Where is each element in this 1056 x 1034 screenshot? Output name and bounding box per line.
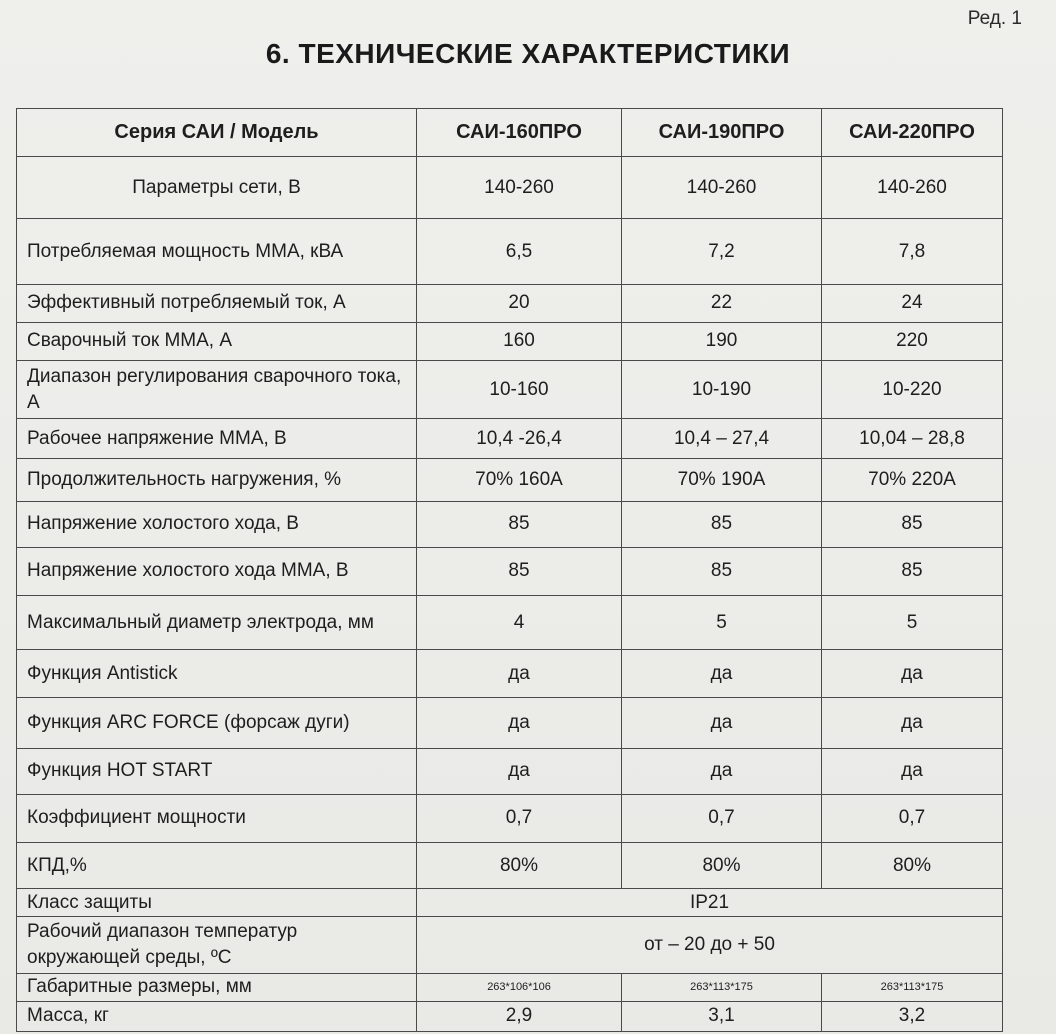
header-model-190: САИ-190ПРО <box>622 109 822 157</box>
cell-value: 85 <box>622 547 822 595</box>
table-row <box>17 219 1003 284</box>
table-row <box>17 698 1003 748</box>
cell-value: 7,8 <box>822 219 1003 284</box>
header-model-160: САИ-160ПРО <box>417 109 622 157</box>
cell-value: да <box>622 650 822 698</box>
table-row <box>17 843 1003 889</box>
cell-value: 80% <box>822 843 1003 889</box>
row-label: Продолжительность нагружения, % <box>17 459 417 501</box>
row-label: Класс защиты <box>17 889 417 917</box>
row-label: Напряжение холостого хода ММА, В <box>17 547 417 595</box>
row-label: Габаритные размеры, мм <box>17 973 417 1001</box>
cell-value: 3,2 <box>822 1001 1003 1031</box>
cell-value: 263*113*175 <box>622 973 822 1001</box>
row-label: Сварочный ток ММА, А <box>17 322 417 360</box>
table-row <box>17 547 1003 595</box>
table-row <box>17 794 1003 842</box>
table-row <box>17 361 1003 419</box>
cell-value: 10,04 – 28,8 <box>822 419 1003 459</box>
cell-value: 10,4 -26,4 <box>417 419 622 459</box>
cell-value: 3,1 <box>622 1001 822 1031</box>
cell-value: да <box>822 650 1003 698</box>
table-row <box>17 419 1003 459</box>
row-label: Функция ARC FORCE (форсаж дуги) <box>17 698 417 748</box>
cell-value: да <box>622 698 822 748</box>
cell-value: 10-190 <box>622 361 822 419</box>
cell-value: 263*106*106 <box>417 973 622 1001</box>
cell-value: 85 <box>417 547 622 595</box>
cell-value: 140-260 <box>417 157 622 219</box>
row-label: Максимальный диаметр электрода, мм <box>17 596 417 650</box>
revision-label: Ред. 1 <box>967 8 1022 29</box>
row-label: Потребляемая мощность ММА, кВА <box>17 219 417 284</box>
table-row <box>17 157 1003 219</box>
cell-value: 85 <box>417 501 622 547</box>
cell-value: 140-260 <box>622 157 822 219</box>
cell-value: да <box>417 650 622 698</box>
cell-value: 24 <box>822 284 1003 322</box>
row-label: Рабочее напряжение ММА, В <box>17 419 417 459</box>
cell-value: 80% <box>622 843 822 889</box>
table-row <box>17 284 1003 322</box>
cell-value: 0,7 <box>622 794 822 842</box>
table-row <box>17 650 1003 698</box>
cell-value: 160 <box>417 322 622 360</box>
table-row <box>17 748 1003 794</box>
cell-value: 10,4 – 27,4 <box>622 419 822 459</box>
cell-value: 20 <box>417 284 622 322</box>
cell-value: 0,7 <box>417 794 622 842</box>
cell-value: да <box>822 748 1003 794</box>
header-model-220: САИ-220ПРО <box>822 109 1003 157</box>
cell-value: 85 <box>822 501 1003 547</box>
table-row <box>17 973 1003 1001</box>
cell-value: 85 <box>622 501 822 547</box>
cell-value: 10-220 <box>822 361 1003 419</box>
row-label: Функция HOT START <box>17 748 417 794</box>
row-label: Коэффициент мощности <box>17 794 417 842</box>
table-row <box>17 917 1003 973</box>
table-row <box>17 322 1003 360</box>
cell-value: 10-160 <box>417 361 622 419</box>
table-row <box>17 459 1003 501</box>
cell-value: 190 <box>622 322 822 360</box>
cell-value: 2,9 <box>417 1001 622 1031</box>
cell-value: 85 <box>822 547 1003 595</box>
table-row <box>17 889 1003 917</box>
cell-value: да <box>822 698 1003 748</box>
cell-value: 263*113*175 <box>822 973 1003 1001</box>
row-label: Функция Antistick <box>17 650 417 698</box>
cell-value: 70% 220А <box>822 459 1003 501</box>
cell-value: 5 <box>822 596 1003 650</box>
row-label: КПД,% <box>17 843 417 889</box>
cell-value: 220 <box>822 322 1003 360</box>
specs-table <box>16 108 1003 1032</box>
cell-value: 0,7 <box>822 794 1003 842</box>
table-header-row <box>17 109 1003 157</box>
cell-value: 22 <box>622 284 822 322</box>
row-label: Параметры сети, В <box>17 157 417 219</box>
cell-value: 6,5 <box>417 219 622 284</box>
cell-value: 7,2 <box>622 219 822 284</box>
cell-value: 5 <box>622 596 822 650</box>
cell-value: 70% 190А <box>622 459 822 501</box>
table-row <box>17 596 1003 650</box>
table-row <box>17 501 1003 547</box>
table-row <box>17 1001 1003 1031</box>
row-label: Диапазон регулирования сварочного тока, А <box>17 361 417 419</box>
cell-value: 80% <box>417 843 622 889</box>
row-label: Рабочий диапазон температур окружающей среды, ºС <box>17 917 417 973</box>
row-label: Эффективный потребляемый ток, А <box>17 284 417 322</box>
page-title: 6. ТЕХНИЧЕСКИЕ ХАРАКТЕРИСТИКИ <box>265 38 791 69</box>
cell-value: да <box>622 748 822 794</box>
cell-value: 140-260 <box>822 157 1003 219</box>
cell-value: да <box>417 748 622 794</box>
cell-value: 70% 160А <box>417 459 622 501</box>
cell-merged-value: от – 20 до + 50 <box>417 917 1003 973</box>
row-label: Напряжение холостого хода, В <box>17 501 417 547</box>
cell-value: да <box>417 698 622 748</box>
cell-merged-value: IP21 <box>417 889 1003 917</box>
row-label: Масса, кг <box>17 1001 417 1031</box>
header-series-model: Серия САИ / Модель <box>17 109 417 157</box>
cell-value: 4 <box>417 596 622 650</box>
